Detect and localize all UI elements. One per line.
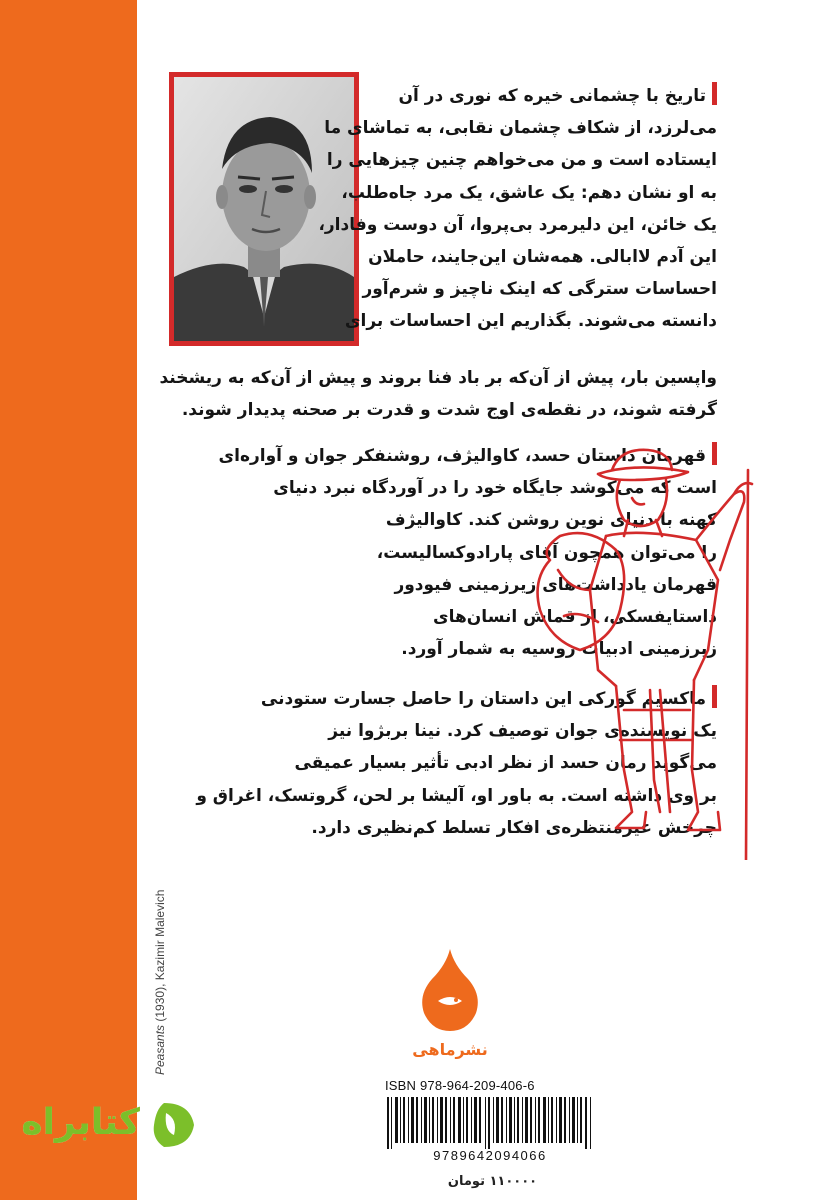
intro-line-7: احساسات سترگی که اینک ناچیز و شرم‌آور [362,279,717,300]
intro-line-8: دانسته می‌شوند. بگذاریم این احساسات برای [344,311,717,332]
credit-title: Peasants [153,1024,167,1075]
intro-line-6: این آدم لاابالی. همه‌شان این‌جایند، حاملان [368,246,717,267]
gorky-line-2: یک نویسنده‌ی جوان توصیف کرد. نینا بربژوا نیز [328,721,717,742]
hero-line-7: زیرزمینی ادبیات روسیه به شمار آورد. [401,639,717,660]
hero-line-2: است که می‌کوشد جایگاه خود را در آوردگاه نبرد دنیای [273,478,717,499]
fish-drop-logo-icon [410,945,490,1055]
gorky-line-5: چرخش غیرمنتظره‌ی افکار تسلط کم‌نظیری دارد. [311,817,717,838]
barcode-number: 9789642094066 [433,1148,547,1163]
gorky-line-4: بر وی داشته است. به باور او، آلیشا بر لحن، گروتسک، اغراق و [196,785,717,806]
isbn-label: ISBN 978-964-209-406-6 [385,1078,535,1093]
orange-spine-strip [0,0,137,1200]
hero-line-6: داستایفسکی، از قماش انسان‌های [433,606,717,627]
intro-line-10: گرفته شوند، در نقطه‌ی اوج شدت و قدرت بر صحنه پدیدار شوند. [181,400,717,421]
price-label: ۱۱۰۰۰۰ تومان [447,1174,538,1189]
hero-line-4: را می‌توان همچون آقای پارادوکسالیست، [376,542,717,563]
cover-art-credit [153,875,167,1075]
barcode-block [385,1078,595,1170]
intro-line-4: به او نشان دهم: یک عاشق، یک مرد جاه‌طلب، [341,182,717,203]
man-with-cane-sketch [520,440,790,860]
intro-line-3: ایستاده است و من می‌خواهم چنین چیزهایی را [326,150,717,171]
gorky-line-1: ماکسیم گورکی این داستان را حاصل جسارت ستودنی [165,683,717,715]
hero-line-3: کهنه با دنیای نوین روشن کند. کاوالیژف [385,510,717,531]
barcode [385,1097,595,1149]
intro-paragraph [318,80,717,338]
intro-line-9: واپسین بار، پیش از آن‌که بر باد فنا بروند و پیش از آن‌که به ریشخند [159,368,717,388]
hero-line-1: قهرمان داستان حسد، کاوالیژف، روشنفکر جوان و آواره‌ای [340,440,717,472]
intro-line-5: یک خائن، این دلیرمرد بی‌پروا، آن دوست وفادار، [318,214,717,235]
intro-line-2: می‌لرزد، از شکاف چشمان نقابی، به تماشای ما [324,118,717,139]
gorky-line-3: می‌گوید رمان حسد از نظر ادبی تأثیر بسیار عمیقی [294,753,717,774]
publisher-name: نشرماهی [412,1040,488,1059]
intro-paragraph-end [159,362,717,426]
credit-details: (1930), Kazimir Malevich [153,889,167,1025]
store-name: کتابراه [21,1102,140,1143]
intro-line-1: تاریخ با چشمانی خیره که نوری در آن [355,80,717,112]
paragraph-marker [712,82,717,105]
hero-line-5: قهرمان یادداشت‌های زیرزمینی فیودور [394,574,717,595]
